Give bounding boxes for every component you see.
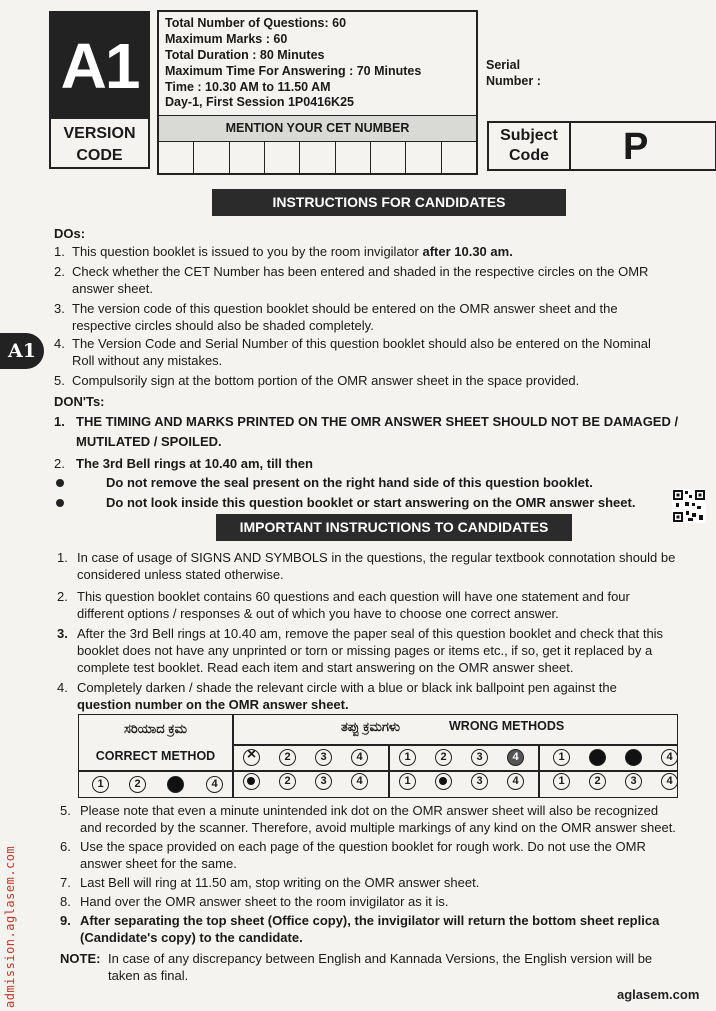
info-line: Day-1, First Session 1P0416K25: [165, 95, 354, 109]
omr-bubble-filled: [589, 749, 606, 766]
bullet-icon: [56, 479, 64, 487]
omr-bubble: 4: [351, 773, 368, 790]
exam-info-box: [157, 10, 478, 175]
omr-bubble-filled: [625, 749, 642, 766]
omr-bubble-dotted: [243, 773, 260, 790]
omr-bubble: 1: [399, 773, 416, 790]
correct-method-label: CORRECT METHOD: [95, 749, 216, 763]
omr-bubble-dotted: [435, 773, 452, 790]
important-instructions-banner: IMPORTANT INSTRUCTIONS TO CANDIDATES: [216, 514, 572, 541]
wrong-methods-kannada: ತಪ್ಪು ಕ್ರಮಗಳು: [341, 719, 401, 734]
omr-bubble: 3: [471, 773, 488, 790]
correct-method-kannada: ಸರಿಯಾದ ಕ್ರಮ: [123, 721, 188, 736]
omr-methods-table: [78, 714, 678, 798]
omr-bubble: 3: [471, 749, 488, 766]
subject-code-box: [487, 121, 716, 171]
serial-number-label: Serial Number :: [486, 58, 541, 88]
omr-bubble: 4: [351, 749, 368, 766]
cet-number-label: MENTION YOUR CET NUMBER: [159, 115, 476, 142]
omr-bubble-partial: 4: [507, 749, 524, 766]
omr-bubble: 2: [129, 776, 146, 793]
version-code: A1: [51, 13, 148, 119]
version-side-tab: A1: [0, 333, 44, 369]
omr-bubble: 4: [661, 773, 678, 790]
info-line: Maximum Time For Answering : 70 Minutes: [165, 64, 422, 78]
omr-bubble: 4: [206, 776, 223, 793]
omr-bubble-crossed: [243, 749, 260, 766]
omr-bubble: 2: [279, 773, 296, 790]
omr-bubble: 3: [625, 773, 642, 790]
info-line: Total Number of Questions: 60: [165, 16, 347, 30]
cet-number-cells[interactable]: [159, 142, 476, 175]
omr-bubble: 3: [315, 773, 332, 790]
omr-bubble: 1: [553, 773, 570, 790]
omr-bubble: 2: [589, 773, 606, 790]
omr-bubble: 1: [92, 776, 109, 793]
subject-code-label: Subject Code: [489, 123, 571, 169]
omr-bubble: 2: [279, 749, 296, 766]
version-code-box: [49, 11, 150, 169]
omr-bubble: 4: [507, 773, 524, 790]
instructions-banner: INSTRUCTIONS FOR CANDIDATES: [212, 189, 566, 216]
version-code-label: VERSION CODE: [63, 125, 136, 164]
dos-heading: DOs:: [54, 226, 86, 241]
omr-bubble-filled: [167, 776, 184, 793]
bullet-icon: [56, 499, 64, 507]
omr-bubble: 4: [661, 749, 678, 766]
omr-bubble: 3: [315, 749, 332, 766]
wrong-methods-label: WRONG METHODS: [449, 719, 565, 733]
omr-bubble: 1: [399, 749, 416, 766]
donts-heading: DON'Ts:: [54, 394, 105, 409]
omr-bubble: 2: [435, 749, 452, 766]
info-line: Maximum Marks : 60: [165, 32, 288, 46]
info-line: Time : 10.30 AM to 11.50 AM: [165, 80, 331, 94]
subject-code-value: P: [623, 126, 649, 168]
qr-code-icon: [672, 489, 706, 523]
info-line: Total Duration : 80 Minutes: [165, 48, 325, 62]
footer-site: aglasem.com: [617, 987, 700, 1002]
omr-bubble: 1: [553, 749, 570, 766]
watermark-vertical: admission.aglasem.com: [3, 845, 17, 1008]
